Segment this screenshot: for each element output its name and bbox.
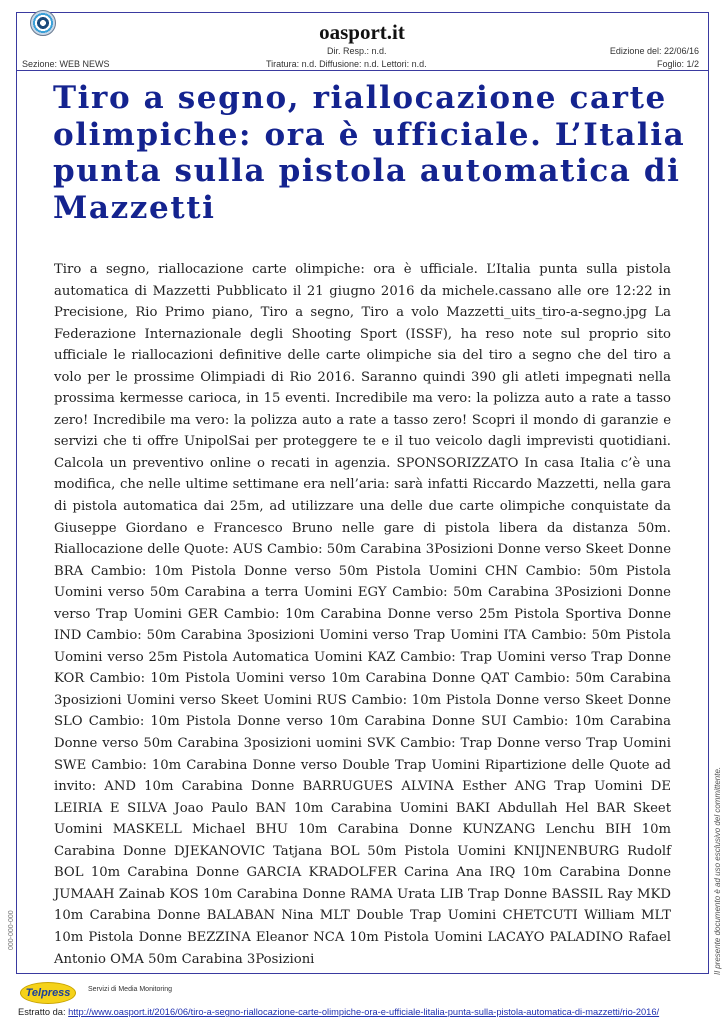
article-body: Tiro a segno, riallocazione carte olimpiche: ora è ufficiale. L’Italia punta sulla pistola automatica di Mazzetti Pubblicato il 21 giugno 2016 da michele.cassano alle ore 12:22 in Precisione, Rio Primo piano, Tiro a segno, Tiro a volo Mazzetti_uits_tiro-a-segno.jpg La Federazione Internazionale degli Shooting Sport (ISSF), ha reso note sul proprio sito ufficiale le riallocazioni definitive delle carte olimpiche sia del tiro a segno che del tiro a volo per le prossime Olimpiadi di Rio 2016. Saranno quindi 390 gli atleti impegnati nella prossima kermesse carioca, in 15 eventi. Incredibile ma vero: la polizza auto a rate a tasso zero! Incredibile ma vero: la polizza auto a rate a tasso zero! Scopri il mondo di garanzie e servizi che ti offre UnipolSai per proteggere te e il tuo veicolo dagli imprevisti quotidiani. Calcola un preventivo online o recati in agenzia. SPONSORIZZATO In casa Italia c’è una modifica, che nelle ultime settimane era nell’aria: sarà infatti Riccardo Mazzetti, nella gara di pistola automatica dai 25m, ad utilizzare una delle due carte olimpiche conquistate da Giuseppe Giordano e Francesco Bruno nelle gare di pistola libera da distanza 50m. Riallocazione delle Quote: AUS Cambio: 50m Carabina 3Posizioni Donne verso Skeet Donne BRA Cambio: 10m Pistola Donne verso 50m Pistola Uomini CHN Cambio: 50m Pistola Uomini verso 50m Carabina a terra Uomini EGY Cambio: 50m Carabina 3Posizioni Donne verso Trap Uomini GER Cambio: 10m Carabina Donne verso 25m Pistola Sportiva Donne IND Cambio: 50m Carabina 3posizioni Uomini verso Trap Uomini ITA Cambio: 50m Pistola Uomini verso 25m Pistola Automatica Uomini KAZ Cambio: Trap Uomini verso Trap Donne KOR Cambio: 10m Pistola Uomini verso 10m Carabina Donne QAT Cambio: 50m Carabina 3posizioni Uomini verso Skeet Uomini RUS Cambio: 10m Pistola Donne verso Skeet Donne SLO Cambio: 10m Pistola Donne verso 10m Carabina Donne SUI Cambio: 10m Carabina Donne verso 50m Carabina 3posizioni uomini SVK Cambio: Trap Donne verso Trap Uomini SWE Cambio: 10m Carabina Donne verso Double Trap Uomini Ripartizione delle Quote ad invito: AND 10m Carabina Donne BARRUGUES ALVINA Esther ANG Trap Uomini DE LEIRIA E SILVA Joao Paulo BAN 10m Carabina Uomini BAKI Abdullah Hel BAR Skeet Uomini MASKELL Michael BHU 10m Carabina Donne KUNZANG Lenchu BIH 10m Carabina Donne DJEKANOVIC Tatjana BOL 50m Pistola Uomini KNIJNENBURG Rudolf BOL 10m Carabina Donne GARCIA KRADOLFER Carina Ana IRQ 10m Carabina Donne JUMAAH Zainab KOS 10m Carabina Donne RAMA Urata LIB Trap Donne BASSIL Ray MKD 10m Carabina Donne BALABAN Nina MLT Double Trap Uomini CHETCUTI William MLT 10m Pistola Donne BEZZINA Eleanor NCA 10m Pistola Uomini LACAYO PALADINO Rafael Antonio OMA 50m Carabina 3Posizioni [54, 262, 671, 967]
foglio: Foglio: 1/2 [656, 59, 699, 69]
edizione: Edizione del: 22/06/16 [609, 46, 699, 56]
sezione: Sezione: WEB NEWS [22, 59, 110, 69]
telpress-logo: Telpress [20, 982, 76, 1004]
article-title: Tiro a segno, riallocazione carte olimpiche: ora è ufficiale. L’Italia punta sulla pistola automatica di Mazzetti [53, 80, 686, 226]
side-disclaimer: Il presente documento è ad uso esclusivo del committente. [713, 766, 722, 975]
header-divider [17, 70, 708, 71]
source-link[interactable]: http://www.oasport.it/2016/06/tiro-a-segno-riallocazione-carte-olimpiche-ora-e-ufficiale-litalia-punta-sulla-pistola-automatica-di-mazzetti/rio-2016/ [68, 1007, 660, 1017]
servizi-label: Servizi di Media Monitoring [88, 986, 173, 993]
dir-resp: Dir. Resp.: n.d. [327, 46, 387, 56]
outlet-name: oasport.it [319, 20, 405, 44]
tiratura: Tiratura: n.d. Diffusione: n.d. Lettori: n.d. [266, 59, 427, 69]
estratto-label: Estratto da: [18, 1007, 66, 1017]
estratto-line [18, 1007, 659, 1017]
side-code: 000-000-000 [8, 910, 15, 950]
